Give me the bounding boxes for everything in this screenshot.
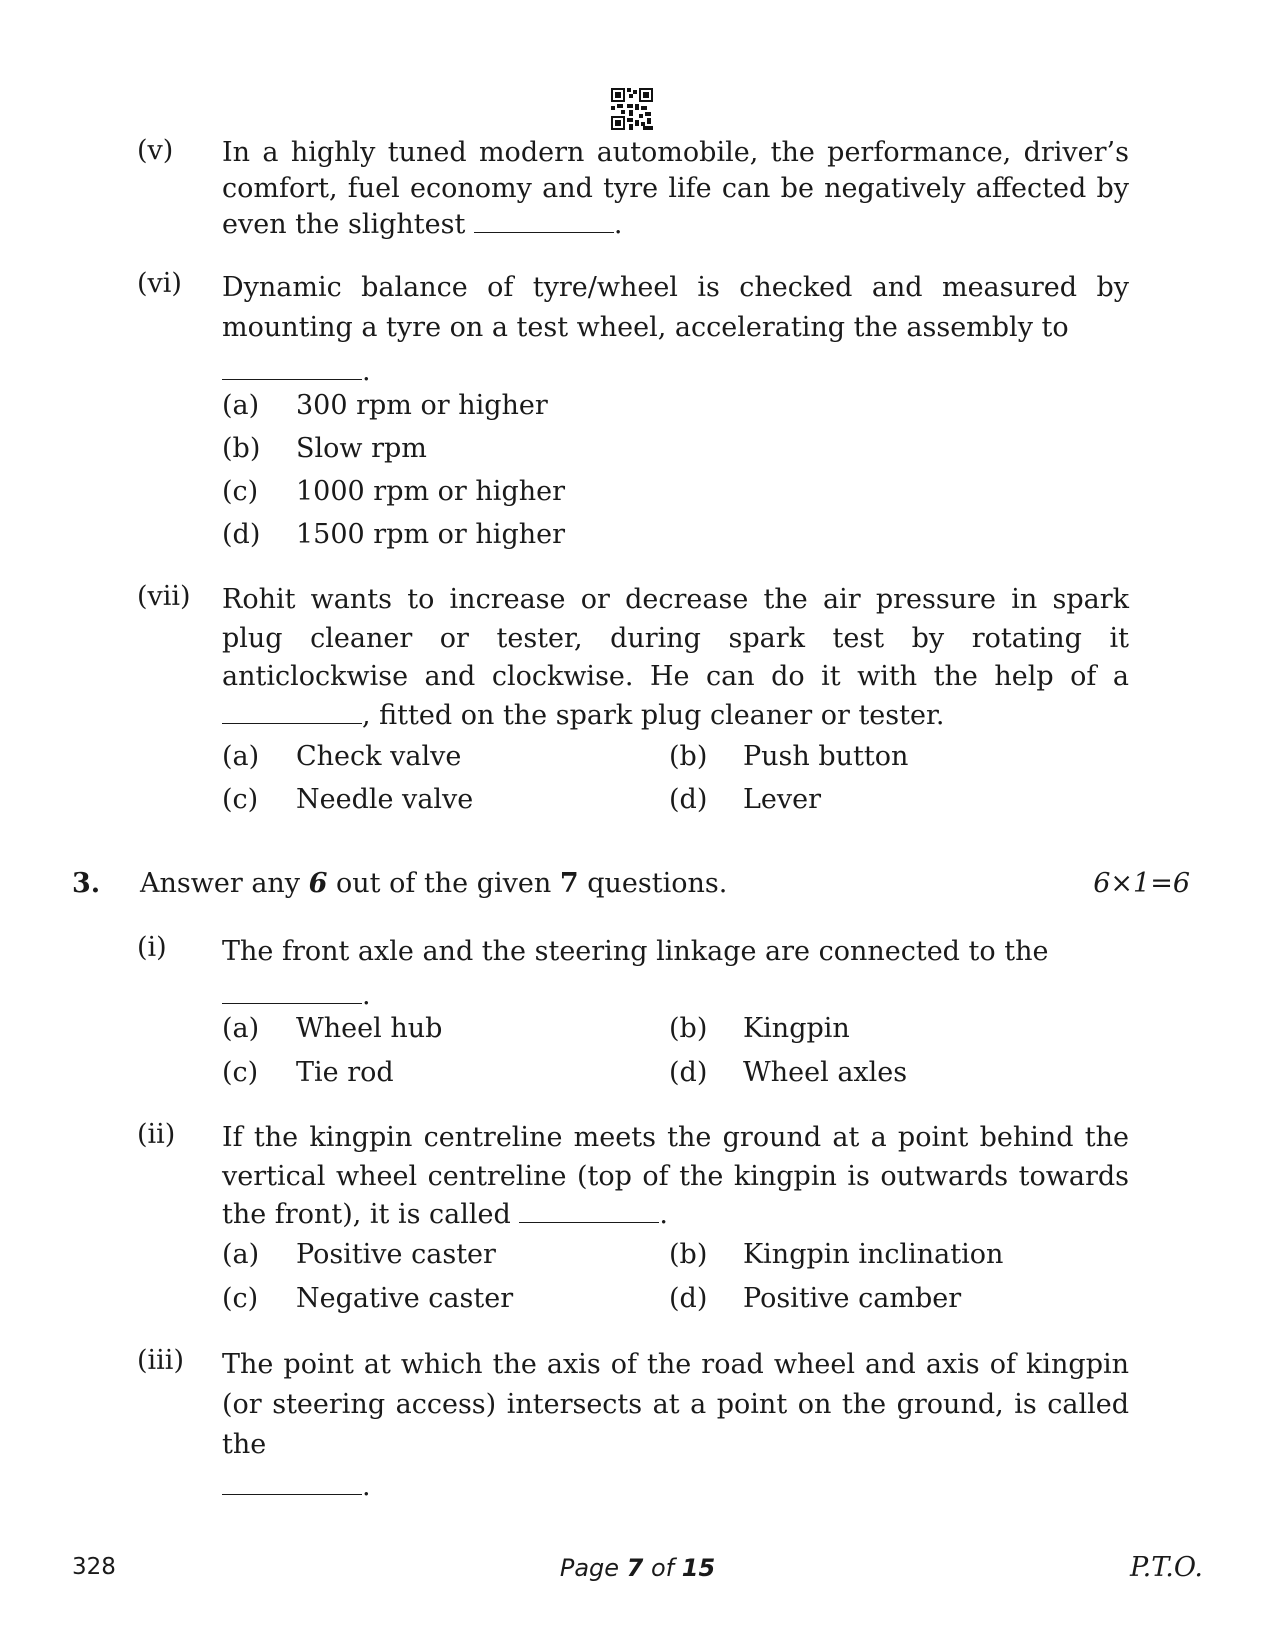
question-number: 3. — [72, 868, 101, 899]
question-text: The front axle and the steering linkage are connected to the . — [222, 936, 1049, 1011]
question-text: Rohit wants to increase or decrease the air pressure in spark plug cleaner or tester, during spark test by rotating it anticlockwise and clockwise. He can do it with the help of a , fitted on the spark plug cleaner or tester. — [222, 584, 1129, 731]
question-number: (ii) — [137, 1119, 176, 1150]
section-instruction: Answer any 6 out of the given 7 questions. — [140, 868, 728, 899]
answer-blank — [474, 208, 614, 233]
answer-blank — [519, 1198, 659, 1223]
question-text: Dynamic balance of tyre/wheel is checked and measured by mounting a tyre on a test wheel, accelerating the assembly to . — [222, 272, 1129, 387]
question-text: The point at which the axis of the road wheel and axis of kingpin (or steering access) intersects at a point on the ground, is called the . — [222, 1349, 1129, 1502]
answer-blank — [222, 1470, 362, 1495]
pto-label: P.T.O. — [1129, 1552, 1203, 1583]
question-text: If the kingpin centreline meets the ground at a point behind the vertical wheel centreline (top of the kingpin is outwards towards the front), it is called . — [222, 1122, 1129, 1230]
question-text: In a highly tuned modern automobile, the performance, driver’s comfort, fuel economy and tyre life can be negatively affected by even the slightest . — [222, 137, 1129, 240]
answer-blank — [222, 355, 362, 380]
page-number: Page 7 of 15 — [559, 1554, 716, 1582]
question-number: (i) — [137, 932, 167, 963]
question-number: (vi) — [137, 268, 182, 299]
paper-code: 328 — [72, 1554, 116, 1580]
answer-blank — [222, 979, 362, 1004]
question-number: (iii) — [137, 1345, 184, 1376]
answer-blank — [222, 699, 362, 724]
question-number: (v) — [137, 135, 174, 166]
question-number: (vii) — [137, 581, 191, 612]
qr-code-icon — [611, 88, 653, 130]
marks-allocation: 6×1=6 — [1093, 868, 1190, 899]
